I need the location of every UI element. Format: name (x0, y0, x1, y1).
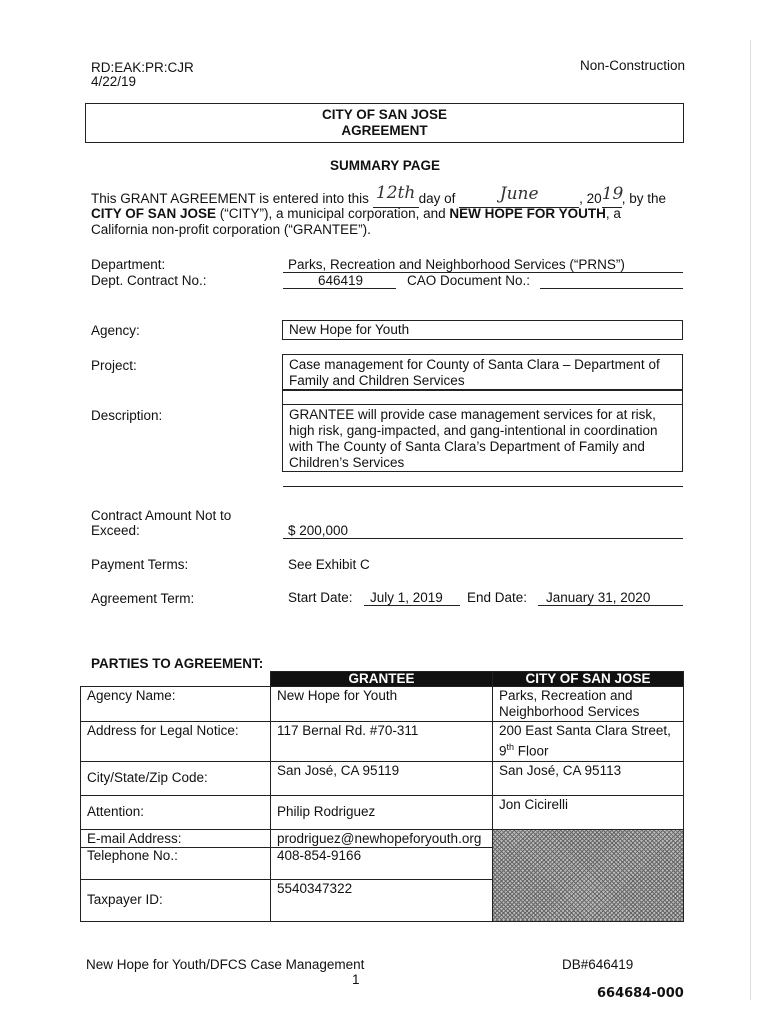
handwritten-day: 12th (375, 183, 416, 203)
page-edge-shadow (750, 40, 751, 1000)
parties-table (80, 671, 684, 922)
intro-line-2: CITY OF SAN JOSE (“CITY”), a municipal corporation, and NEW HOPE FOR YOUTH, a (91, 206, 621, 221)
city-attention: Jon Cicirelli (493, 795, 684, 829)
payment-label: Payment Terms: (91, 557, 189, 572)
grantee-taxpayer-id: 5540347322 (271, 879, 493, 921)
row-label: E-mail Address: Telephone No.: (81, 829, 271, 879)
grantee-address: 117 Bernal Rd. #70-311 (271, 722, 493, 762)
grantee-city-state-zip: San José, CA 95119 (271, 761, 493, 795)
description-line-1: GRANTEE will provide case management services for at risk, (289, 407, 656, 422)
description-line-4: Children’s Services (289, 455, 405, 470)
start-value: July 1, 2019 (370, 590, 443, 605)
row-label: City/State/Zip Code: (81, 761, 271, 795)
project-line-1: Case management for County of Santa Clara – Department of (289, 357, 660, 372)
agency-value: New Hope for Youth (289, 322, 410, 337)
department-value: Parks, Recreation and Neighborhood Services (“PRNS”) (288, 257, 625, 272)
start-label: Start Date: (288, 590, 353, 605)
amount-label-1: Contract Amount Not to (91, 508, 232, 523)
row-label: Taxpayer ID: (81, 879, 271, 921)
city-redacted-area (493, 829, 684, 921)
contract-value: 646419 (318, 273, 364, 288)
row-label: Address for Legal Notice: (81, 722, 271, 762)
city-agency-name: Parks, Recreation and Neighborhood Services (493, 687, 684, 722)
description-label: Description: (91, 408, 163, 423)
grantee-column-header: GRANTEE (271, 672, 493, 687)
table-row (81, 722, 684, 762)
project-box (282, 354, 683, 390)
description-box (282, 390, 683, 472)
row-label: Attention: (81, 795, 271, 829)
table-row (81, 761, 684, 795)
reference-code: RD:EAK:PR:CJR (91, 60, 194, 75)
contract-label: Dept. Contract No.: (91, 273, 207, 288)
summary-title: SUMMARY PAGE (329, 158, 440, 173)
grantee-contact: prodriguez@newhopeforyouth.org 408-854-9166 (271, 829, 493, 879)
table-row (81, 795, 684, 829)
grantee-agency-name: New Hope for Youth (271, 687, 493, 722)
city-city-state-zip: San José, CA 95113 (493, 761, 684, 795)
city-address: 200 East Santa Clara Street, 9th Floor (493, 722, 684, 762)
title-box (85, 103, 684, 143)
project-label: Project: (91, 358, 137, 373)
grantee-attention: Philip Rodriguez (271, 795, 493, 829)
agency-box (282, 320, 683, 340)
footer-right: DB#646419 (562, 957, 634, 972)
agreement-type: Non-Construction (580, 58, 686, 73)
title-city: CITY OF SAN JOSE (321, 107, 448, 122)
document-number: 664684-000 (597, 986, 684, 1001)
title-agreement: AGREEMENT (341, 123, 428, 138)
row-label: Agency Name: (81, 687, 271, 722)
department-label: Department: (91, 257, 166, 272)
term-label: Agreement Term: (91, 591, 195, 606)
intro-line-3: California non-profit corporation (“GRANTEE”). (91, 222, 371, 237)
document-date: 4/22/19 (91, 74, 137, 89)
city-column-header: CITY OF SAN JOSE (493, 672, 684, 687)
handwritten-month: June (499, 184, 539, 204)
description-line-3: with The County of Santa Clara’s Department of Family and (289, 439, 645, 454)
end-value: January 31, 2020 (546, 590, 651, 605)
project-line-2: Family and Children Services (289, 373, 465, 388)
cao-label: CAO Document No.: (407, 273, 531, 288)
amount-value: $ 200,000 (288, 523, 349, 538)
page-number: 1 (352, 972, 360, 987)
table-row (81, 829, 684, 879)
handwritten-year: 19 (601, 184, 624, 204)
intro-line-1: This GRANT AGREEMENT is entered into this 12th day of June , 2019, by the (91, 183, 666, 206)
end-label: End Date: (467, 590, 528, 605)
agency-label: Agency: (91, 323, 140, 338)
table-row (81, 687, 684, 722)
description-line-2: high risk, gang-impacted, and gang-intentional in coordination (289, 423, 658, 438)
amount-label-2: Exceed: (91, 523, 140, 538)
parties-heading: PARTIES TO AGREEMENT: (91, 656, 264, 671)
footer-left: New Hope for Youth/DFCS Case Management (86, 957, 365, 972)
payment-value: See Exhibit C (288, 557, 370, 572)
